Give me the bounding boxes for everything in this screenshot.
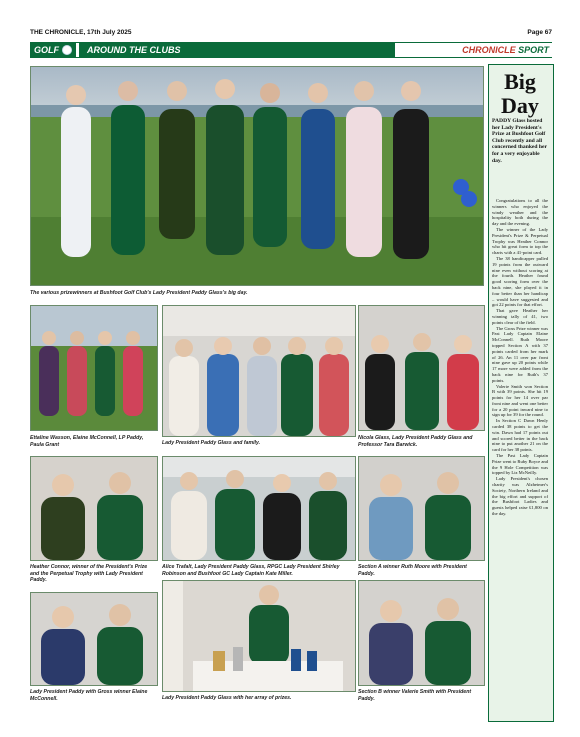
photo-array-of-prizes-caption: Lady President Paddy Glass with her array of prizes. xyxy=(162,695,292,701)
banner-title xyxy=(79,43,395,57)
article-paragraph: That gave Heather her winning tally of 41, two points clear of the field. xyxy=(492,308,548,325)
photo-four-presidents-caption: Alice Trafalt, Lady President Paddy Glass, RPGC Lady President Shirley Robinson and Bushfoot GC Lady Captain Kate Miller. xyxy=(162,564,340,577)
photo-family-caption: Lady President Paddy Glass and family. xyxy=(162,440,261,446)
article-paragraph: Lady President's chosen charity was Alzheimer's Society, Northern Ireland and the big effort and support of the Bushfoot Ladies and guests helped raise £1,800 on the day. xyxy=(492,476,548,517)
photo-elaine-mcconnell xyxy=(30,592,158,686)
photo-four-golfers-caption: Ettaline Wasson, Elaine McConnell, LP Paddy, Paula Grant xyxy=(30,435,144,448)
article-lead: PADDY Glass hosted her Lady President's Prize at Bushfoot Golf Club recently and all concerned thanked her for a very enjoyable day. xyxy=(492,118,547,164)
photo-valerie-smith xyxy=(358,580,485,686)
page-number: Page 67 xyxy=(527,28,552,36)
banner-title-text: AROUND THE CLUBS xyxy=(87,45,181,55)
photo-ruth-moore xyxy=(358,456,485,561)
brand-word-1: CHRONICLE xyxy=(462,45,516,55)
article-paragraph: The Gross Prize winner was Past Lady Captain Elaine McConnell. Ruth Moore topped Section A with 37 points carded from her mark of 26. An 11 over par front nine gave up 20 points while 17 more were added from the back nine for Ruth's 37 points. xyxy=(492,325,548,383)
publication-date: THE CHRONICLE, 17th July 2025 xyxy=(30,28,132,36)
photo-array-of-prizes xyxy=(162,580,356,692)
photo-nicola-tara xyxy=(358,305,485,431)
golf-ball-icon xyxy=(62,45,72,55)
photo-heather-connor xyxy=(30,456,158,561)
main-group-photo xyxy=(30,66,484,286)
article-body xyxy=(492,198,548,517)
photo-family xyxy=(162,305,356,437)
section-label: GOLF xyxy=(34,45,59,55)
photo-four-presidents xyxy=(162,456,356,561)
photo-ruth-moore-caption: Section A winner Ruth Moore with President Paddy. xyxy=(358,564,467,577)
article-paragraph: The winner of the Lady President's Prize & Perpetual Trophy was Heather Connor who hit great form to top the charts with a 41-point card. xyxy=(492,226,548,256)
photo-valerie-smith-caption: Section B winner Valerie Smith with President Paddy. xyxy=(358,689,472,702)
article-paragraph: In Section C Dawn Henly carded 38 points to get the win. Dawn had 17 points out and scored better in the back nine to put another 21 on the card for her 38 points. xyxy=(492,418,548,453)
brand-word-2: SPORT xyxy=(518,45,549,55)
photo-nicola-tara-caption: Nicola Glass, Lady President Paddy Glass and Professor Tara Barwick. xyxy=(358,435,473,448)
section-banner xyxy=(30,42,552,58)
main-photo-caption: The various prizewinners at Bushfoot Golf Club's Lady President Paddy Glass's big day. xyxy=(30,290,248,296)
photo-heather-connor-caption: Heather Connor, winner of the President's Prize and the Perpetual Trophy with Lady President Paddy. xyxy=(30,564,148,583)
photo-elaine-mcconnell-caption: Lady President Paddy with Gross winner Elaine McConnell. xyxy=(30,689,148,702)
golf-section-tag xyxy=(30,43,76,57)
article-headline: Big Day xyxy=(501,69,539,118)
article-paragraph: The 38 handicapper pulled 19 points from the outward nine even without scoring at the fourth. Heather found good scoring form over the back nine, she played it in four better than her handicap – would have suggested and got 22 points for that effort. xyxy=(492,255,548,308)
photo-four-golfers xyxy=(30,305,158,431)
page-header xyxy=(30,26,552,38)
article-paragraph: The Past Lady Captain Prize went to Ruby Boyce and the 9 Hole Competition was topped by Liz McNeilly. xyxy=(492,453,549,476)
article-paragraph: Valerie Smith won Section B with 39 points. She hit 19 points for her 14 over par front nine and went one better for a 20 point inward nine to sign up for 39 for the round. xyxy=(492,383,548,418)
brand-logo xyxy=(462,45,552,55)
article-paragraph: Congratulations to all the winners who enjoyed the windy weather and the hospitality both during the day and the evening. xyxy=(492,198,548,227)
